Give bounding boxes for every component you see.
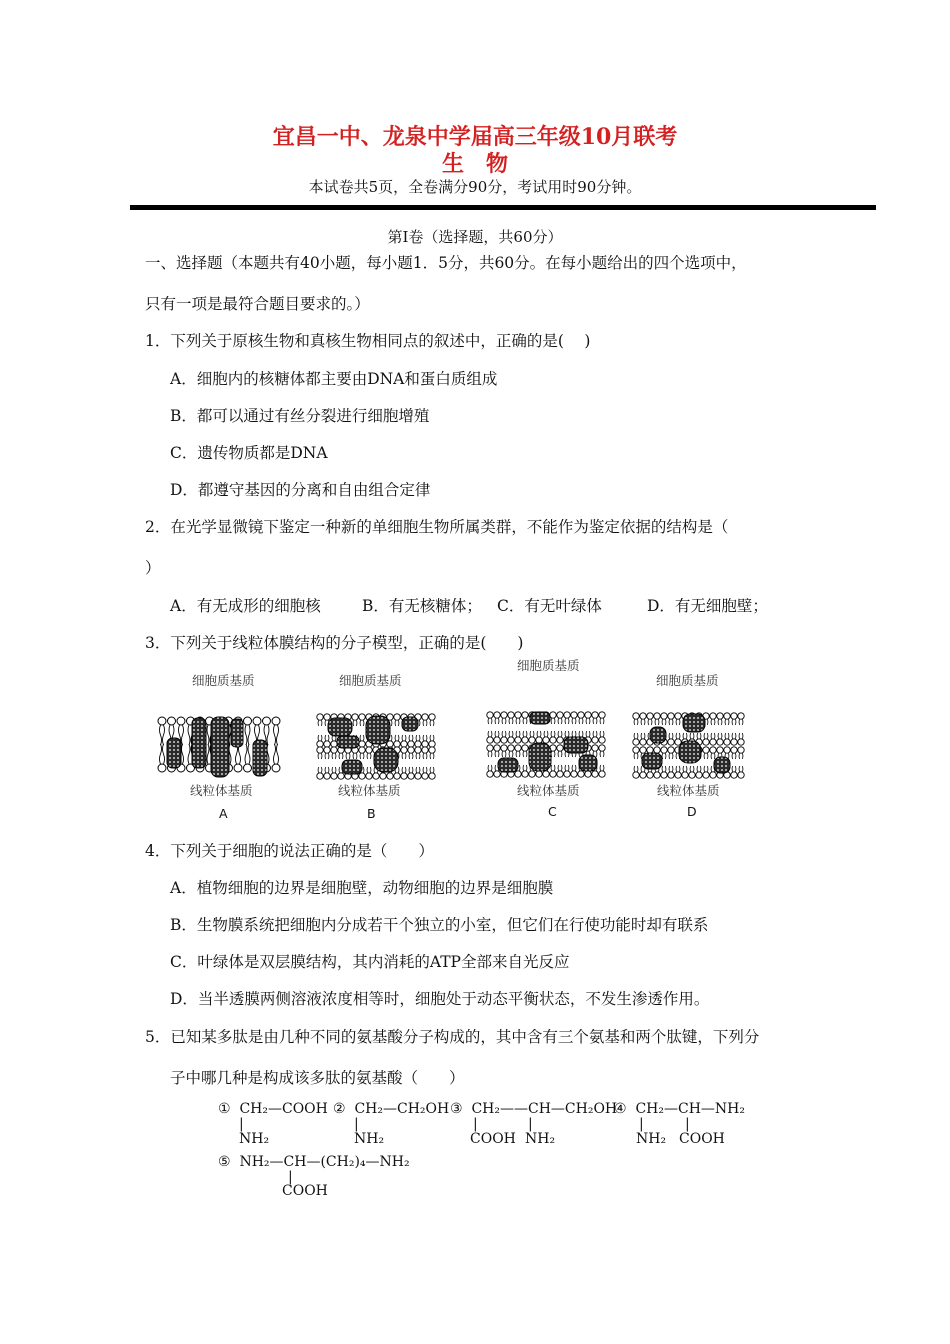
- q5-stem-1: 5．已知某多肽是由几种不同的氨基酸分子构成的，其中含有三个氨基和两个肽键，下列分: [145, 1028, 760, 1046]
- section-instruction-2: 只有一项是最符合题目要求的。）: [145, 295, 370, 313]
- bond-line: |: [639, 1116, 644, 1132]
- q3-stem: 3．下列关于线粒体膜结构的分子模型，正确的是( ): [145, 634, 524, 652]
- bond-line: |: [473, 1116, 478, 1132]
- q5-stem-2: 子中哪几种是构成该多肽的氨基酸（ ）: [170, 1069, 465, 1087]
- protein-d-1: [683, 714, 705, 732]
- diagram-c-bottom-label: 线粒体基质: [517, 783, 580, 798]
- section-instruction-1: 一、选择题（本题共有40小题，每小题1．5分，共60分。在每小题给出的四个选项中，: [145, 254, 747, 272]
- diagram-d-bottom-label: 线粒体基质: [657, 783, 720, 798]
- q1-stem: 1．下列关于原核生物和真核生物相同点的叙述中，正确的是( ): [145, 332, 591, 350]
- molecule-4-sub-1: NH₂: [636, 1131, 667, 1147]
- protein-a-5: [253, 740, 267, 776]
- diagram-c-top-label: 细胞质基质: [517, 658, 580, 673]
- q1-option-d: D．都遵守基因的分离和自由组合定律: [170, 481, 431, 499]
- molecule-1-sub: NH₂: [239, 1131, 270, 1147]
- molecule-1: ① CH₂—COOH: [218, 1101, 328, 1117]
- diagram-a-bottom-label: 线粒体基质: [190, 783, 253, 798]
- diagram-b-bottom-label: 线粒体基质: [338, 783, 401, 798]
- q1-option-c: C．遗传物质都是DNA: [170, 444, 328, 462]
- protein-b-1: [328, 718, 352, 736]
- bond-line: |: [288, 1169, 293, 1185]
- exam-note: 本试卷共5页，全卷满分90分，考试用时90分钟。: [308, 178, 642, 196]
- protein-d-5: [714, 757, 730, 773]
- q2-stem: 2．在光学显微镜下鉴定一种新的单细胞生物所属类群，不能作为鉴定依据的结构是（: [145, 518, 729, 536]
- q2-stem-end: ）: [145, 559, 161, 577]
- section-heading: 第Ⅰ卷（选择题，共60分）: [387, 228, 563, 246]
- diagram-a-top-label: 细胞质基质: [192, 673, 255, 688]
- subject-title: 生 物: [441, 151, 508, 177]
- molecule-3-sub-1: COOH: [470, 1131, 516, 1147]
- molecule-5-sub: COOH: [282, 1183, 328, 1199]
- diagram-a-letter: A: [219, 806, 228, 821]
- bond-line: |: [685, 1116, 690, 1132]
- q4-stem: 4．下列关于细胞的说法正确的是（ ）: [145, 842, 434, 860]
- q4-option-b: B．生物膜系统把细胞内分成若干个独立的小室，但它们在行使功能时却有联系: [170, 916, 709, 934]
- diagram-c-letter: C: [548, 804, 557, 819]
- q4-option-c: C．叶绿体是双层膜结构，其内消耗的ATP全部来自光反应: [170, 953, 570, 971]
- molecule-3: ③ CH₂——CH—CH₂OH: [450, 1101, 618, 1117]
- q2-option-b: B．有无核糖体；: [362, 597, 482, 615]
- protein-c-2: [564, 737, 588, 753]
- molecule-2: ② CH₂—CH₂OH: [333, 1101, 450, 1117]
- molecule-5: ⑤ NH₂—CH—(CH₂)₄—NH₂: [218, 1154, 410, 1170]
- protein-d-2: [650, 727, 666, 743]
- protein-b-5: [374, 748, 398, 772]
- diagram-b-letter: B: [367, 806, 376, 821]
- protein-c-3: [529, 743, 551, 771]
- protein-a-2: [192, 718, 206, 768]
- protein-c-5: [579, 755, 597, 771]
- protein-b-4: [337, 736, 359, 748]
- protein-d-4: [642, 753, 662, 769]
- diagram-d-letter: D: [687, 804, 697, 819]
- protein-a-4: [231, 719, 243, 747]
- diagram-d-top-label: 细胞质基质: [656, 673, 719, 688]
- q4-option-a: A．植物细胞的边界是细胞壁，动物细胞的边界是细胞膜: [170, 879, 554, 897]
- exam-title: 宜昌一中、龙泉中学届高三年级10月联考: [272, 124, 678, 150]
- protein-b-3: [402, 717, 418, 731]
- q1-option-a: A．细胞内的核糖体都主要由DNA和蛋白质组成: [170, 370, 498, 388]
- protein-b-6: [342, 760, 362, 774]
- bond-line: |: [528, 1116, 533, 1132]
- protein-d-3: [679, 741, 701, 763]
- protein-a-3: [211, 717, 229, 777]
- molecule-3-sub-2: NH₂: [525, 1131, 556, 1147]
- protein-c-4: [498, 758, 518, 772]
- diagram-b-top-label: 细胞质基质: [339, 673, 402, 688]
- q2-option-c: C．有无叶绿体: [497, 597, 602, 615]
- q1-option-b: B．都可以通过有丝分裂进行细胞增殖: [170, 407, 430, 425]
- bond-line: |: [239, 1116, 244, 1132]
- q4-option-d: D．当半透膜两侧溶液浓度相等时，细胞处于动态平衡状态，不发生渗透作用。: [170, 990, 710, 1008]
- protein-b-2: [366, 716, 390, 744]
- protein-a-1: [167, 738, 181, 768]
- protein-c-1: [530, 712, 550, 724]
- q2-option-d: D．有无细胞壁；: [647, 597, 768, 615]
- q2-option-a: A．有无成形的细胞核: [170, 597, 321, 615]
- molecule-2-sub: NH₂: [354, 1131, 385, 1147]
- molecule-4: ④ CH₂—CH—NH₂: [614, 1101, 745, 1117]
- bond-line: |: [354, 1116, 359, 1132]
- molecule-4-sub-2: COOH: [679, 1131, 725, 1147]
